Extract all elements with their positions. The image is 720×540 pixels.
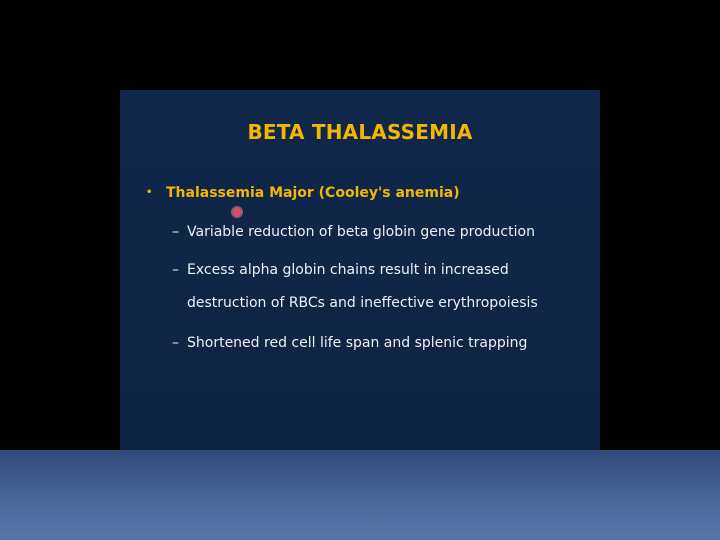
sub-item-text: Shortened red cell life span and splenic trapping [187, 335, 528, 351]
sub-item-text: destruction of RBCs and ineffective erythropoiesis [187, 295, 538, 311]
sub-item-3 [172, 335, 527, 351]
sub-item-text: Variable reduction of beta globin gene production [187, 224, 535, 240]
slide-title: BETA THALASSEMIA [247, 120, 473, 144]
dash-marker: – [172, 262, 179, 278]
laser-pointer-icon [233, 208, 241, 216]
sub-item-text: Excess alpha globin chains result in increased [187, 262, 509, 278]
bullet-item [146, 185, 460, 201]
dash-marker: – [172, 224, 179, 240]
sub-item-2-continuation [187, 295, 538, 311]
bullet-text: Thalassemia Major (Cooley's anemia) [166, 185, 460, 201]
sub-item-2 [172, 262, 509, 278]
bottom-band [0, 450, 720, 540]
bullet-marker: • [146, 187, 153, 198]
sub-item-1 [172, 224, 535, 240]
slide [120, 90, 600, 450]
dash-marker: – [172, 335, 179, 351]
